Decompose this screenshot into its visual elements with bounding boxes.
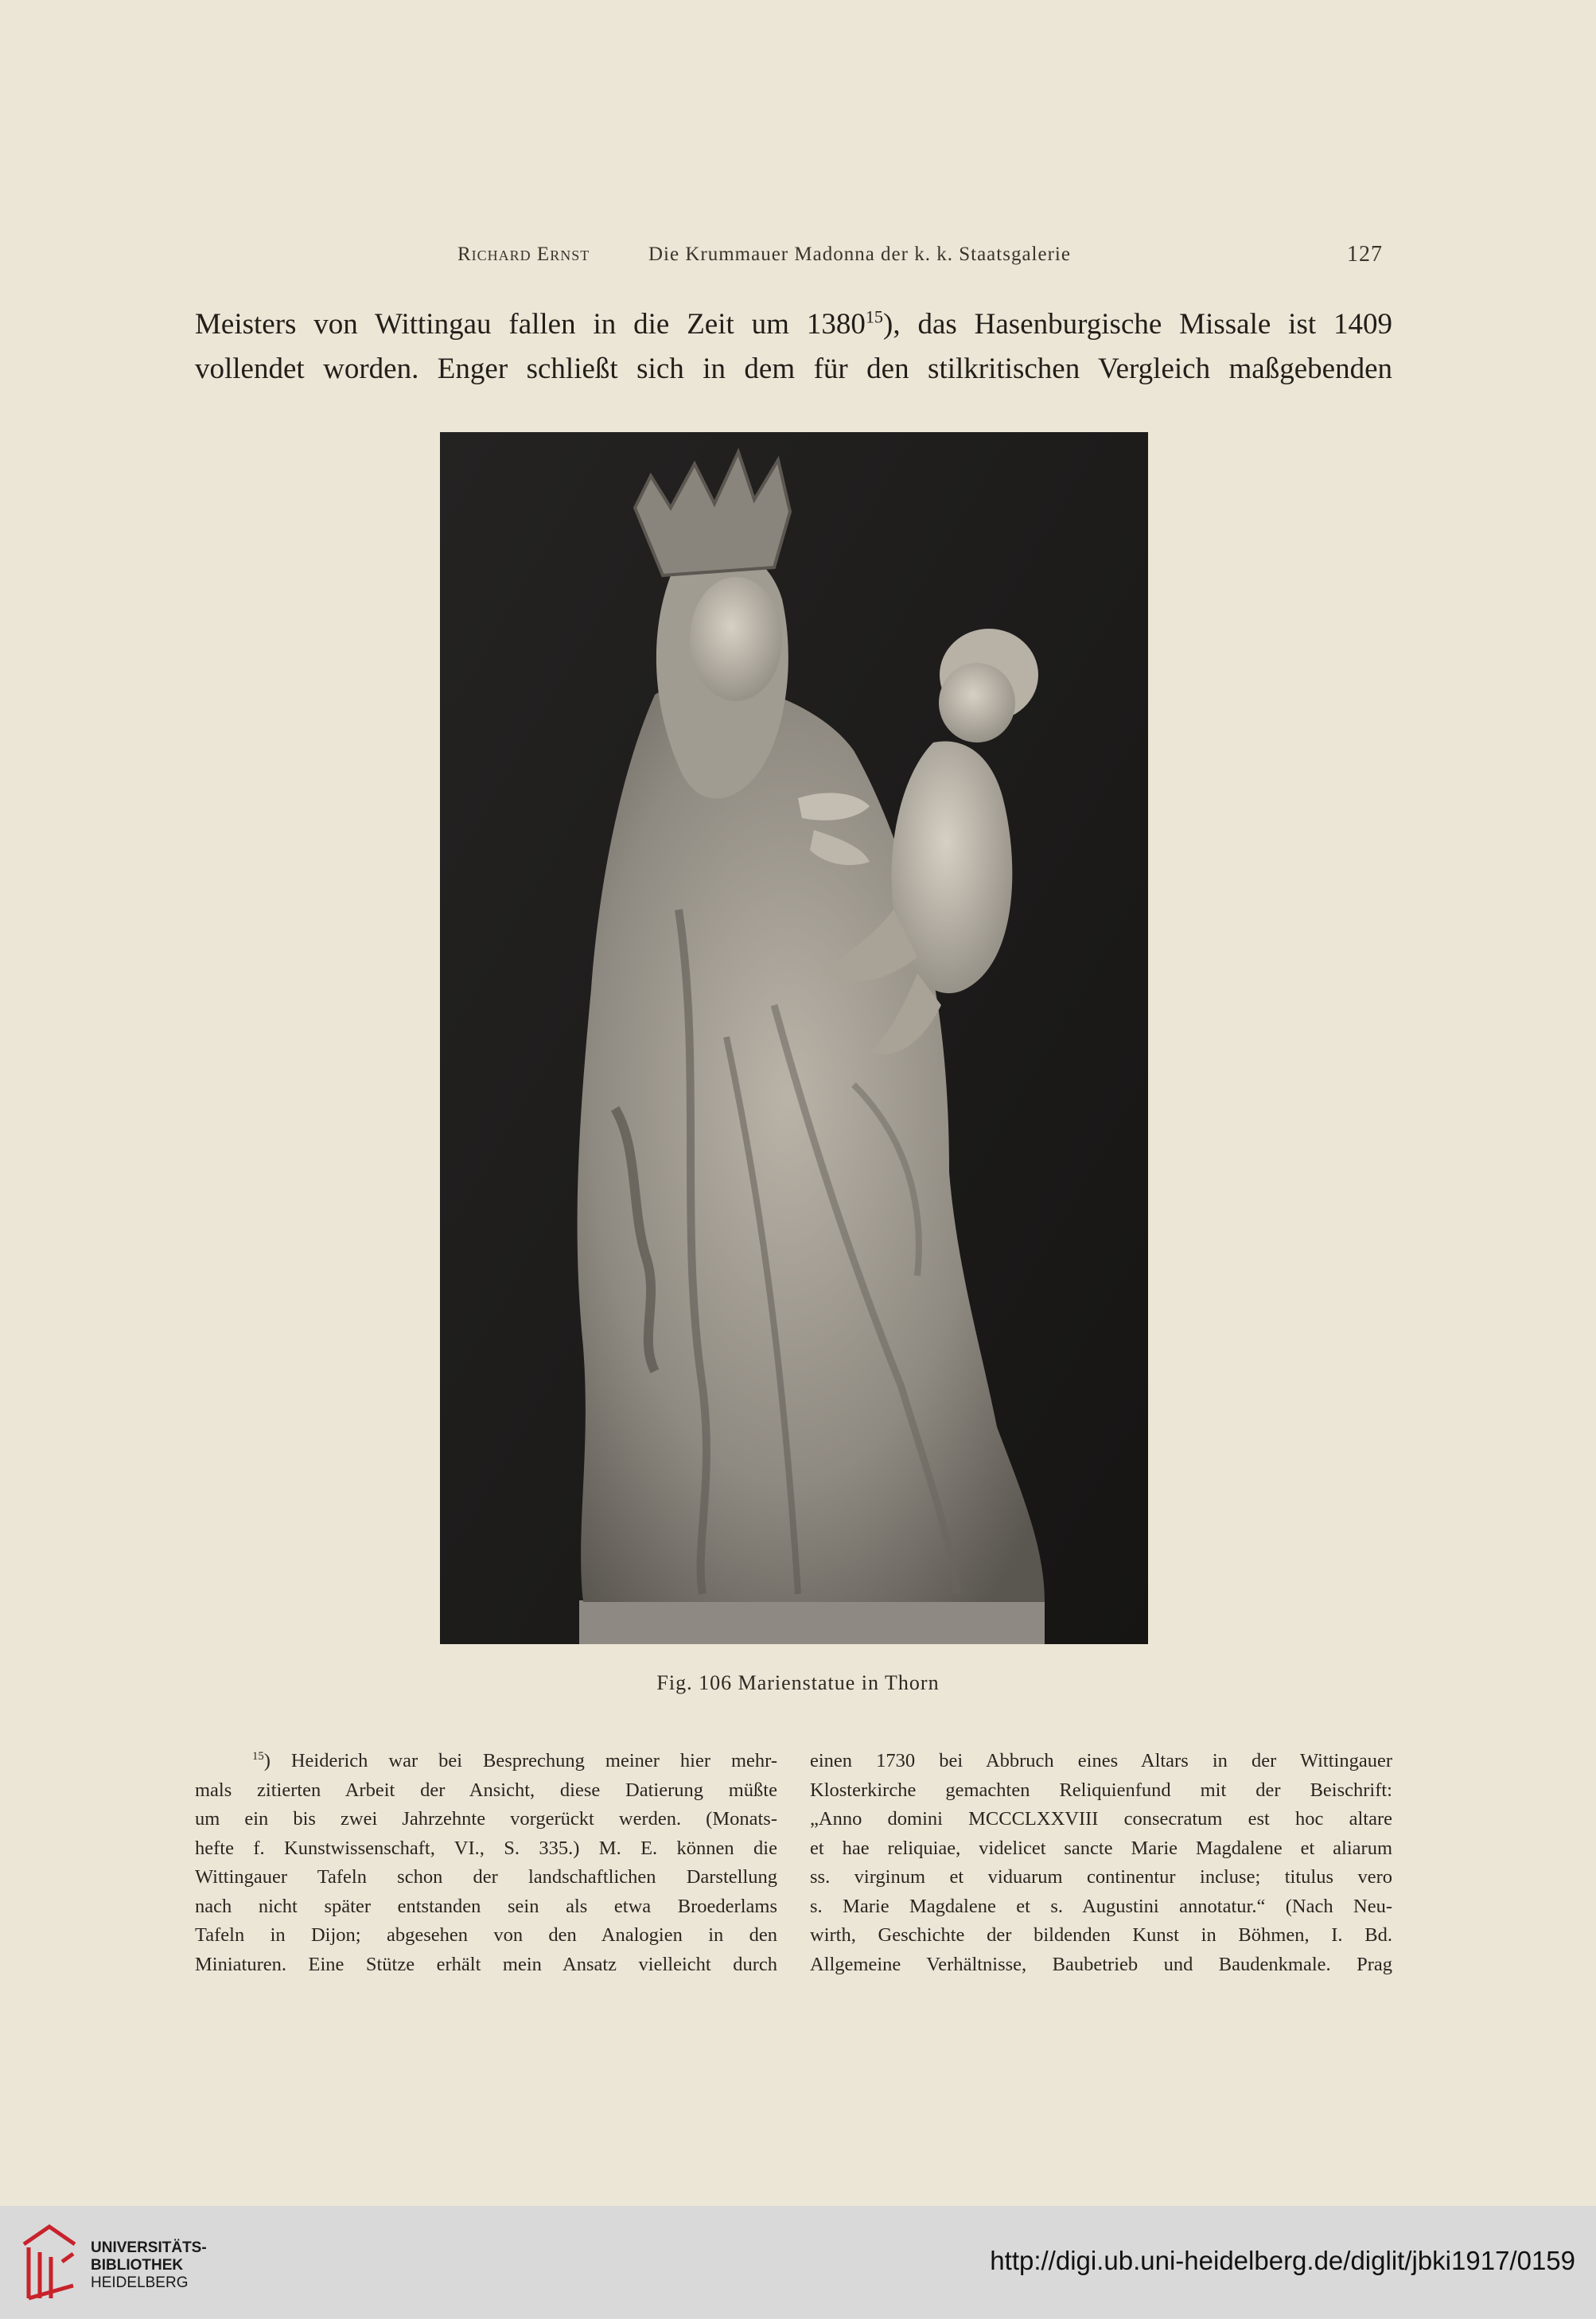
- footnote-line: ss. virginum et viduarum continentur incluse; titulus vero: [810, 1866, 1392, 1888]
- footnote-line: einen 1730 bei Abbruch eines Altars in der Wittingauer: [810, 1750, 1392, 1771]
- page-number: 127: [1347, 242, 1383, 267]
- library-name: [91, 2239, 207, 2292]
- footnote-line: mals zitierten Arbeit der Ansicht, diese Datierung müßte: [195, 1779, 777, 1801]
- library-name-line-3: HEIDELBERG: [91, 2274, 189, 2291]
- footnote-line: Tafeln in Dijon; abgesehen von den Analogien in den: [195, 1924, 777, 1946]
- statue-photograph: [440, 432, 1148, 1644]
- footnote-line: s. Marie Magdalene et s. Augustini annotatur.“ (Nach Neu-: [810, 1895, 1392, 1917]
- madonna-statue-image: [440, 432, 1148, 1644]
- footnote-line: [195, 1747, 777, 1776]
- footnote-line: wirth, Geschichte der bildenden Kunst in Böhmen, I. Bd.: [810, 1924, 1392, 1946]
- body-line-2: vollendet worden. Enger schließt sich in dem für den stilkritischen Vergleich maßgebenden: [195, 353, 1392, 385]
- library-name-line-2: BIBLIOTHEK: [91, 2257, 184, 2274]
- footnote-line: et hae reliquiae, videlicet sancte Marie Magdalene et aliarum: [810, 1837, 1392, 1859]
- body-line-1: [195, 302, 1392, 347]
- footnote-reference: 15: [865, 306, 884, 327]
- library-name-line-1: UNIVERSITÄTS-: [91, 2239, 207, 2256]
- footnote-line-text: ) Heiderich war bei Besprechung meiner hier mehr-: [263, 1750, 777, 1771]
- body-paragraph: [195, 302, 1392, 392]
- body-line-1-end: ), das Hasenburgische Missale ist 1409: [883, 308, 1392, 341]
- digitization-footer: [0, 2206, 1596, 2319]
- body-line-1-start: Meisters von Wittingau fallen in die Zeit um 1380: [195, 308, 866, 341]
- footnote-line: Wittingauer Tafeln schon der landschaftlichen Darstellung: [195, 1866, 777, 1888]
- footnote-line: „Anno domini MCCCLXXVIII consecratum est hoc altare: [810, 1808, 1392, 1830]
- permalink-url[interactable]: http://digi.ub.uni-heidelberg.de/diglit/jbki1917/0159: [990, 2246, 1575, 2275]
- ub-heidelberg-logo-icon: [18, 2220, 81, 2305]
- footnote-column-left: [195, 1747, 777, 1979]
- header-author: Richard Ernst: [457, 244, 590, 265]
- footnote-column-right: [810, 1747, 1392, 1979]
- footnote-line: hefte f. Kunstwissenschaft, VI., S. 335.) M. E. können die: [195, 1837, 777, 1859]
- footnote-line: Klosterkirche gemachten Reliquienfund mit der Beischrift:: [810, 1779, 1392, 1801]
- figure-caption: Fig. 106 Marienstatue in Thorn: [656, 1671, 940, 1694]
- footnote-line: Miniaturen. Eine Stütze erhält mein Ansatz vielleicht durch: [195, 1953, 777, 1975]
- footnote-line: Allgemeine Verhältnisse, Baubetrieb und Baudenkmale. Prag: [810, 1953, 1392, 1975]
- footnote-line: nach nicht später entstanden sein als etwa Broederlams: [195, 1895, 777, 1917]
- header-title: Die Krummauer Madonna der k. k. Staatsgalerie: [648, 244, 1071, 265]
- footnote-line: um ein bis zwei Jahrzehnte vorgerückt werden. (Monats-: [195, 1808, 777, 1830]
- footnote-marker: 15: [252, 1749, 264, 1763]
